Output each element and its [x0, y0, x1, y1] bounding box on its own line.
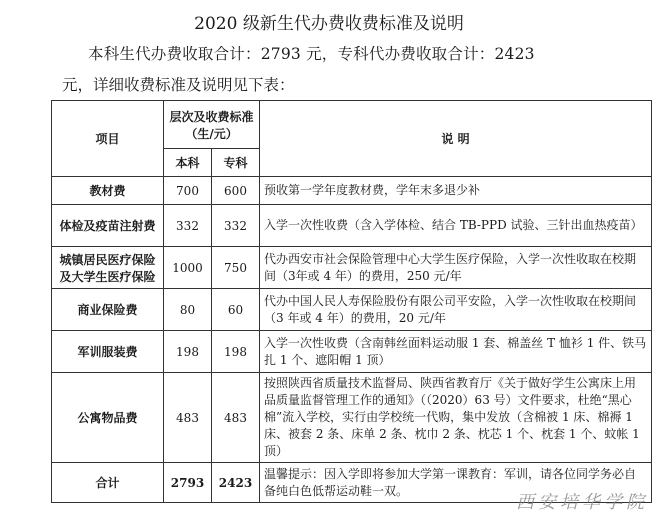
row-junior-fee: 483	[212, 373, 260, 463]
total-undergrad-fee: 2793	[164, 463, 212, 503]
row-undergrad-fee: 1000	[164, 247, 212, 289]
row-item: 合计	[52, 463, 164, 503]
row-junior-fee: 600	[212, 177, 260, 205]
row-undergrad-fee: 198	[164, 331, 212, 373]
watermark-logo: 西安培华学院	[516, 492, 648, 513]
header-item: 项目	[52, 101, 164, 177]
row-notes: 预收第一学年度教材费，学年末多退少补	[260, 177, 652, 205]
row-notes: 代办西安市社会保险管理中心大学生医疗保险，入学一次性收取在校期间（3年或 4 年）的费用，250 元/年	[260, 247, 652, 289]
row-item: 城镇居民医疗保险及大学生医疗保险	[52, 247, 164, 289]
table-row	[52, 373, 652, 463]
row-item: 商业保险费	[52, 289, 164, 331]
total-junior-fee: 2423	[212, 463, 260, 503]
intro-line-1: 本科生代办费收取合计：2793 元，专科代办费收取合计：2423	[88, 45, 535, 63]
row-notes: 代办中国人民人寿保险股份有限公司平安险，入学一次性收取在校期间（3 年或 4 年）的费用，20 元/年	[260, 289, 652, 331]
row-item: 军训服装费	[52, 331, 164, 373]
row-undergrad-fee: 483	[164, 373, 212, 463]
row-notes: 按照陕西省质量技术监督局、陕西省教育厅《关于做好学生公寓床上用品质量监督管理工作的通知》（（2020）63 号）文件要求，杜绝“黑心棉”流入学校，实行由学校统一代购，集中发放（含棉被 1 床、棉褥 1 床、被套 2 条、床单 2 条、枕巾 2 条、枕芯 1 个、枕套 1 个、蚊帐 1 顶）	[260, 373, 652, 463]
row-notes: 温馨提示：因入学即将参加大学第一课教育：军训，请各位同学务必自备纯白色低帮运动鞋一双。	[260, 463, 652, 503]
row-junior-fee: 750	[212, 247, 260, 289]
document-title: 2020 级新生代办费收费标准及说明	[194, 14, 464, 34]
row-undergrad-fee: 80	[164, 289, 212, 331]
row-item: 教材费	[52, 177, 164, 205]
row-item: 体检及疫苗注射费	[52, 205, 164, 247]
header-notes: 说 明	[260, 101, 652, 177]
table-row	[52, 205, 652, 247]
table-row	[52, 177, 652, 205]
header-junior: 专科	[212, 149, 260, 177]
intro-line-2: 元，详细收费标准及说明见下表：	[62, 76, 295, 94]
row-undergrad-fee: 332	[164, 205, 212, 247]
row-notes: 入学一次性收费（含南韩丝面料运动服 1 套、棉盖丝 T 恤衫 1 件、铁马扎 1 个、遮阳帽 1 顶）	[260, 331, 652, 373]
row-junior-fee: 60	[212, 289, 260, 331]
row-undergrad-fee: 700	[164, 177, 212, 205]
row-item: 公寓物品费	[52, 373, 164, 463]
row-junior-fee: 332	[212, 205, 260, 247]
row-notes: 入学一次性收费（含入学体检、结合 TB-PPD 试验、三针出血热疫苗）	[260, 205, 652, 247]
table-row	[52, 247, 652, 289]
table-row	[52, 331, 652, 373]
header-level-standard: 层次及收费标准（生/元）	[164, 101, 260, 149]
fee-table	[51, 100, 652, 503]
header-undergrad: 本科	[164, 149, 212, 177]
row-junior-fee: 198	[212, 331, 260, 373]
table-row	[52, 289, 652, 331]
